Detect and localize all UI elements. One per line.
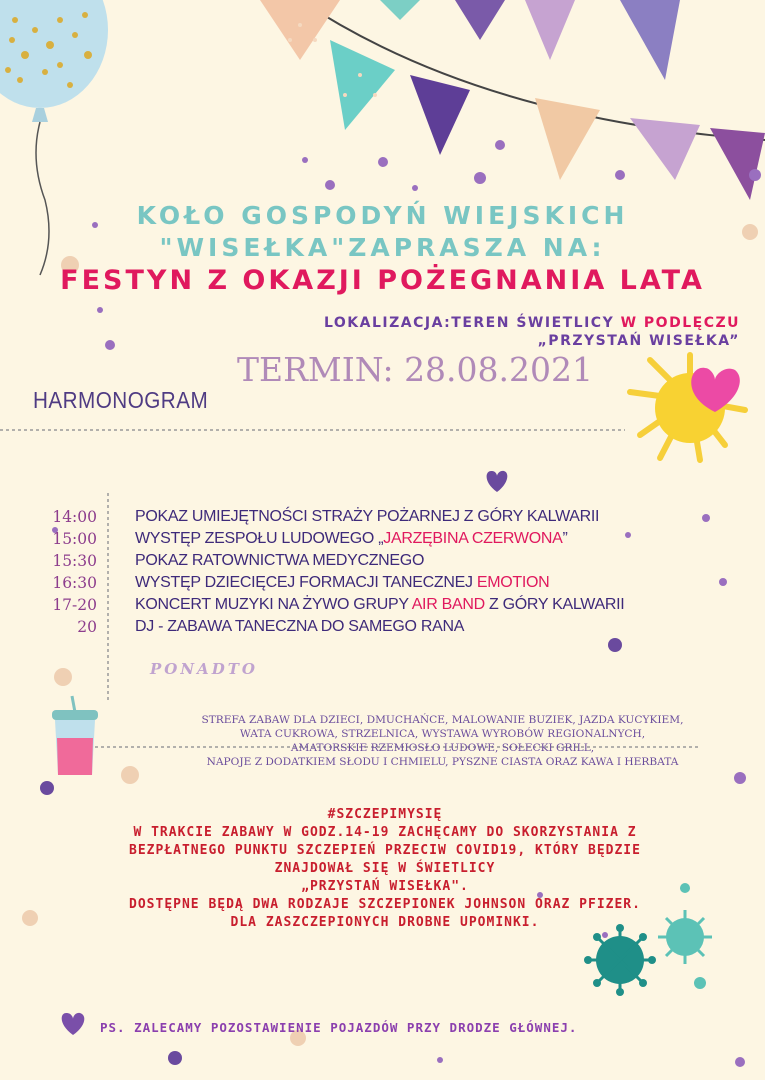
extras-line: WATA CUKROWA, STRZELNICA, WYSTAWA WYROBÓW REGIONALNYCH, [239,728,646,740]
organizer-line-1: KOŁO GOSPODYŃ WIEJSKICH [136,201,629,230]
schedule-desc: DJ - ZABAWA TANECZNA DO SAMEGO RANA [135,618,465,635]
extras-line: STREFA ZABAW DLA DZIECI, DMUCHAŃCE, MALOWANIE BUZIEK, JAZDA KUCYKIEM, [201,714,684,726]
extras-line: AMATORSKIE RZEMIOSŁO LUDOWE, SOŁECKI GRILL, [290,742,595,754]
footer-note: PS. ZALECAMY POZOSTAWIENIE POJAZDÓW PRZY DRODZE GŁÓWNEJ. [100,1020,578,1035]
vaccination-line: DLA ZASZCZEPIONYCH DROBNE UPOMINKI. [230,915,540,930]
extras-line: NAPOJE Z DODATKIEM SŁODU I CHMIELU, PYSZNE CIASTA ORAZ KAWA I HERBATA [206,756,679,768]
schedule-desc: WYSTĘP DZIECIĘCEJ FORMACJI TANECZNEJ EMOTION [135,574,550,591]
schedule-desc: KONCERT MUZYKI NA ŻYWO GRUPY AIR BAND Z GÓRY KALWARII [135,596,625,613]
schedule-time: 17-20 [52,596,97,614]
schedule-desc: POKAZ UMIEJĘTNOŚCI STRAŻY POŻARNEJ Z GÓRY KALWARII [135,508,600,525]
virus-icon [584,924,656,996]
schedule-desc: POKAZ RATOWNICTWA MEDYCZNEGO [135,552,425,569]
bunting-icon [260,0,765,200]
location-prefix: LOKALIZACJA:TEREN ŚWIETLICY [323,315,615,331]
heart-icon [62,1013,85,1035]
extras-list [120,713,765,769]
schedule-time: 16:30 [52,574,97,592]
vaccination-line: ZNAJDOWAŁ SIĘ W ŚWIETLICY [274,861,496,876]
vaccination-hashtag: #SZCZEPIMYSIĘ [327,807,443,822]
location-name: „PRZYSTAŃ WISEŁKA” [537,333,740,349]
schedule-time: 15:00 [52,530,97,548]
vaccination-line: W TRAKCIE ZABAWY W GODZ.14-19 ZACHĘCAMY DO SKORZYSTANIA Z [133,825,637,840]
schedule-time: 15:30 [52,552,97,570]
event-date: TERMIN: 28.08.2021 [236,350,594,389]
schedule-time: 20 [77,618,97,636]
schedule-time: 14:00 [52,508,97,526]
vaccination-notice [40,806,730,932]
extras-heading: PONADTO [150,660,258,678]
vaccination-line: DOSTĘPNE BĘDĄ DWA RODZAJE SZCZEPIONEK JOHNSON ORAZ PFIZER. [129,897,641,912]
organizer-line-2: "WISEŁKA"ZAPRASZA NA: [159,233,606,262]
schedule-heading: HARMONOGRAM [33,387,209,413]
heart-icon [487,471,508,492]
organizer-title [0,200,765,264]
schedule-desc: WYSTĘP ZESPOŁU LUDOWEGO „JARZĘBINA CZERWONA” [135,530,568,547]
location [200,314,740,350]
event-title: FESTYN Z OKAZJI POŻEGNANIA LATA [60,265,705,296]
vaccination-line: BEZPŁATNEGO PUNKTU SZCZEPIEŃ PRZECIW COVID19, KTÓRY BĘDZIE [129,843,641,858]
location-highlight: W PODLĘCZU [620,315,740,331]
vaccination-line: „PRZYSTAŃ WISEŁKA". [301,879,469,894]
drink-cup-icon [52,696,98,775]
